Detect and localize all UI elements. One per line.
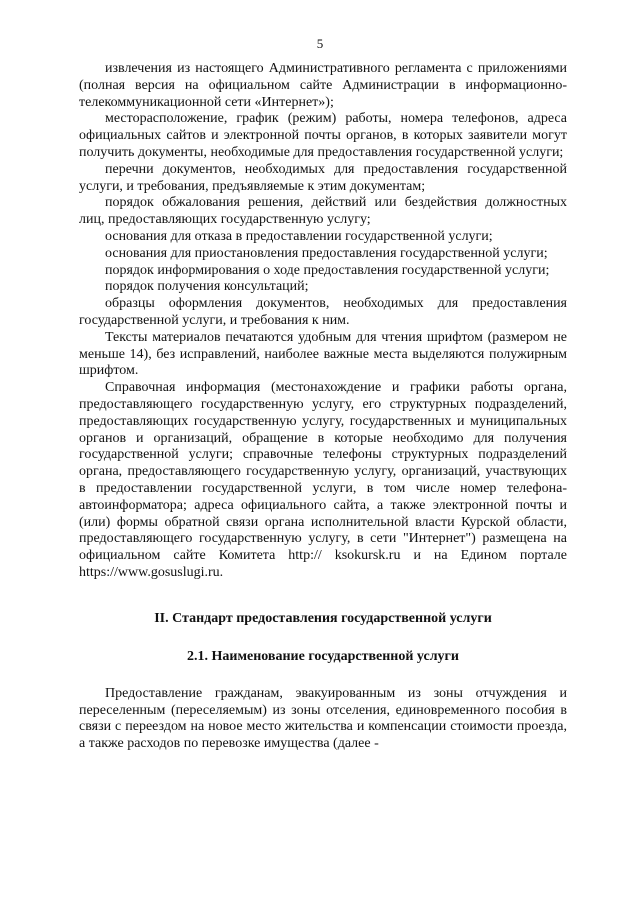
page-content: [79, 61, 567, 753]
paragraph-extracts: извлечения из настоящего Административного регламента с приложениями (полная версия на официальном сайте Администрации в информационно-телекоммуникационной сети «Интернет»);: [79, 61, 567, 110]
subsection-heading: 2.1. Наименование государственной услуги: [187, 648, 459, 664]
page-number: 5: [316, 36, 324, 51]
paragraph-document-lists: перечни документов, необходимых для предоставления государственной услуги, и требования, предъявляемые к этим документам;: [79, 161, 567, 194]
paragraph-progress-info: порядок информирования о ходе предоставления государственной услуги;: [105, 262, 550, 278]
paragraph-appeal-procedure: порядок обжалования решения, действий или бездействия должностных лиц, предоставляющих государственную услугу;: [79, 195, 567, 228]
paragraph-service-name: Предоставление гражданам, эвакуированным из зоны отчуждения и переселенным (переселяемым) из зоны отселения, единовременного пособия в связи с переездом на новое место жительства и компенсации стоимости проезда, а также расходов по перевозке имущества (далее -: [79, 685, 567, 752]
paragraph-refusal-grounds: основания для отказа в предоставлении государственной услуги;: [105, 228, 493, 244]
paragraph-suspension-grounds: основания для приостановления предоставления государственной услуги;: [105, 245, 548, 261]
paragraph-location-schedule: месторасположение, график (режим) работы, номера телефонов, адреса официальных сайтов и электронной почты органов, в которых заявители могут получить документы, необходимые для предоставления государственной услуги;: [79, 111, 567, 160]
paragraph-font-requirements: Тексты материалов печатаются удобным для чтения шрифтом (размером не меньше 14), без исправлений, наиболее важные места выделяются полужирным шрифтом.: [79, 329, 567, 379]
section-heading: II. Стандарт предоставления государственной услуги: [154, 610, 492, 626]
paragraph-document-samples: образцы оформления документов, необходимых для предоставления государственной услуги, и требования к ним.: [79, 296, 567, 328]
paragraph-reference-info: Справочная информация (местонахождение и графики работы органа, предоставляющего государственную услугу, его структурных подразделений, предоставляющих государственную услугу, государственных и муниципальных органов и организаций, обращение в которые необходимо для получения государственной услуги; справочные телефоны структурных подразделений органа, предоставляющего государственную услугу, организаций, участвующих в предоставлении государственной услуги, в том числе номер телефона-автоинформатора; адреса официального сайта, а также электронной почты и (или) формы обратной связи органа исполнительной власти Курской области, предоставляющего государственную услугу, в сети "Интернет") размещена на официальном сайте Комитета http:// ksokursk.ru и на Едином портале https://www.gosuslugi.ru.: [79, 380, 567, 580]
paragraph-consultations: порядок получения консультаций;: [105, 279, 309, 295]
